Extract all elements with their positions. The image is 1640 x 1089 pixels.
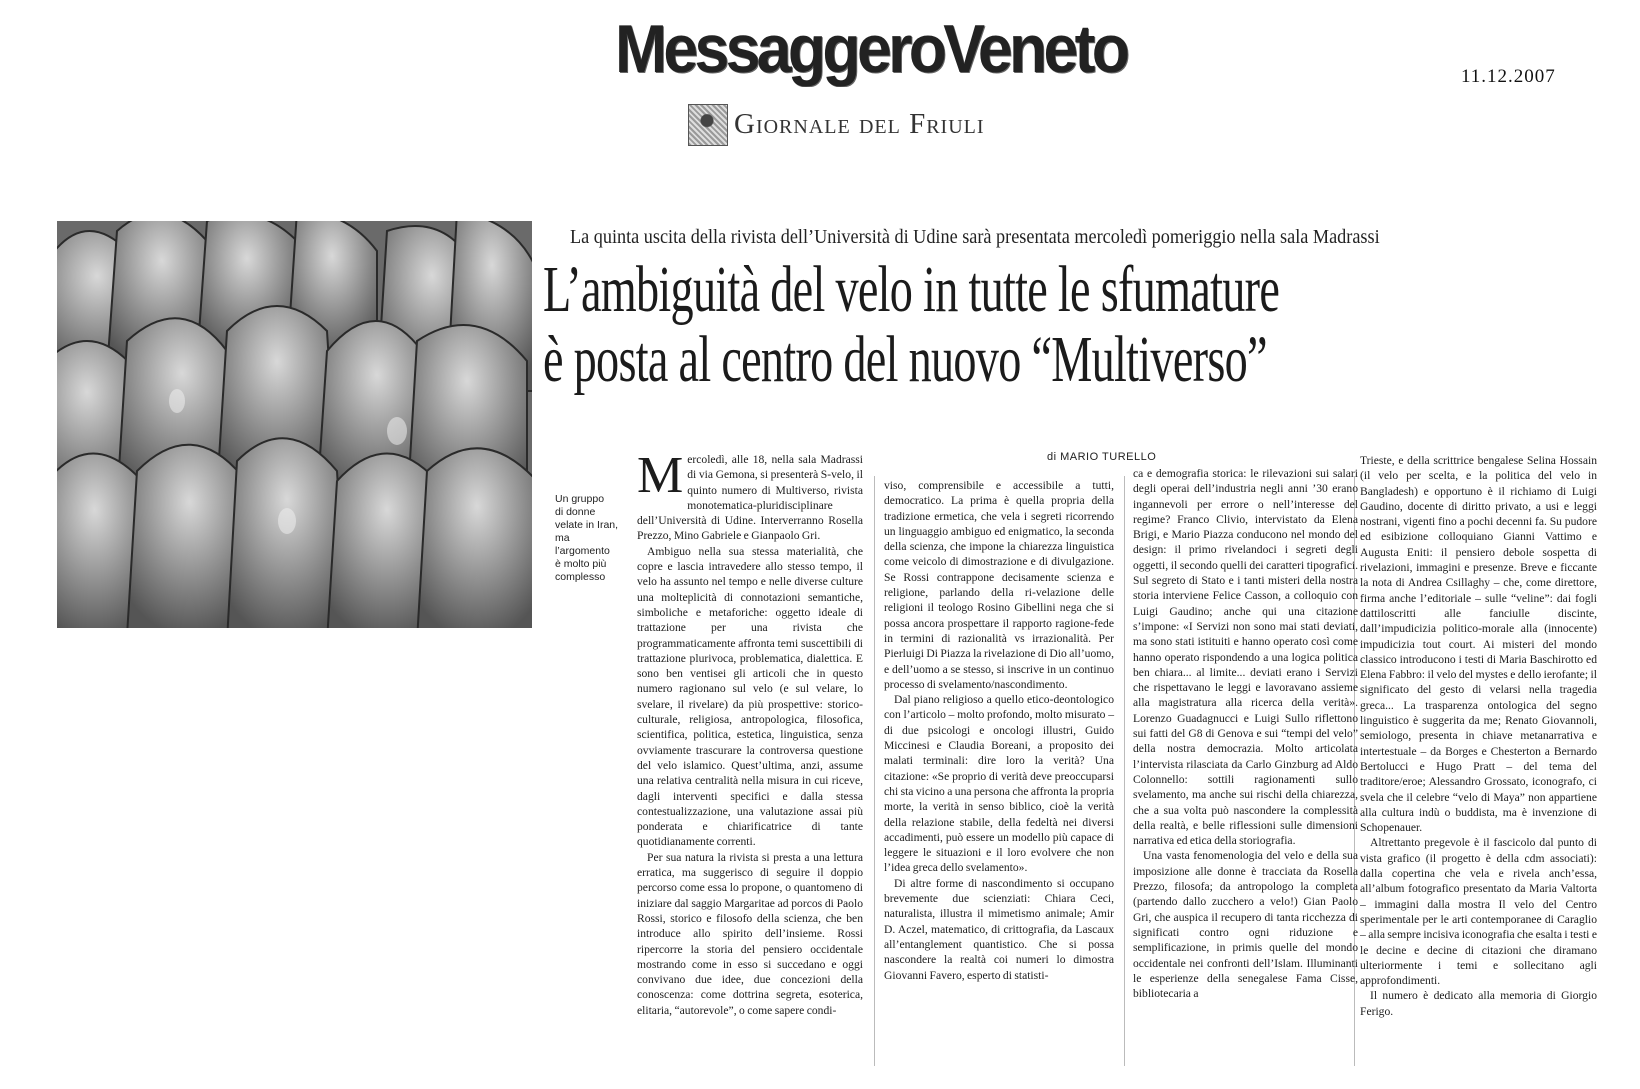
caption-line: l’argomento [555,545,610,557]
article-column-2 [884,478,1114,983]
column-divider [1124,476,1125,1066]
article-paragraph: viso, comprensibile e accessibile a tutti, democratico. La prima è quella propria della tradizione ermetica, che vela i segreti ricorrendo un linguaggio ambiguo ed enigmatico, la seconda della scienza, che impone la chiarezza linguistica come veicolo di dimostrazione e di divulgazione. Se Rossi contrappone decisamente scienza e religione, parlando della ri-velazione delle religioni il teologo Rosino Gibellini nega che si possa ancora prospettare il rapporto ragione-fede in termini di razionalità vs irrazionalità. Per Pierluigi Di Piazza la rivelazione di Dio all’uomo, e dell’uomo a se stesso, si inscrive in un continuo processo di svelamento/nascondimento. [884,479,1114,691]
caption-line: ma [555,532,570,544]
article-paragraph: Di altre forme di nascondimento si occupano brevemente due scienziati: Chiara Ceci, naturalista, illustra il mimetismo animale; Amir D. Aczel, matematico, di crittografia, da Lascaux all’entanglement quantistico. Che si possa nascondere la realtà coi numeri lo dimostra Giovanni Favero, esperto di statisti- [884,876,1114,982]
drop-cap: M [637,447,684,504]
headline-line: L’ambiguità del velo in tutte le sfumature [543,253,1280,326]
article-paragraph: Altrettanto pregevole è il fascicolo dal punto di vista grafico (il progetto è della cdm associati): dalla copertina che vela e rivela anch’essa, all’album fotografico presentato da Maria Valtorta – immagini dalla mostra Il velo del Centro sperimentale per le arti contemporanee di Caraglio – alla sempre incisiva iconografia che esalta i testi e le decine e decine di citazioni che diramano ulteriormente i temi e sollecitano agli approfondimenti. [1360,836,1597,988]
column-divider [874,476,875,1066]
photo-caption [555,493,635,584]
article-column-4 [1360,453,1597,1019]
article-paragraph: Dal piano religioso a quello etico-deontologico con l’articolo – molto profondo, molto misurato – di due psicologi e oncologi illustri, Guido Miccinesi e Claudia Boreani, a proposito dei malati terminali: dire loro la verità? Una citazione: «Se proprio di verità deve preoccuparsi chi sta vicino a una persona che affronta la propria morte, la verità in senso biblico, cioè la verità della relazione stabile, della fedeltà nei diversi accadimenti, può essere un modello più capace di leggere le situazioni e il loro evolvere che non l’idea greca dello svelamento». [884,693,1114,875]
article-photo [57,221,532,628]
newspaper-subtitle: Giornale del Friuli [734,108,985,140]
article-paragraph: Una vasta fenomenologia del velo e della sua imposizione alle donne è tracciata da Rosella Prezzo, filosofa; da antropologo la completa (partendo dallo zucchero a velo!) Gian Paolo Gri, che auspica il recupero di tanta ricchezza di significati contro ogni riduzione e semplificazione, in primis quelle del mondo occidentale nei confronti dell’Islam. Illuminanti le esperienze della senegalese Fama Cisse, bibliotecaria a [1133,849,1358,1001]
caption-line: Un gruppo [555,493,605,505]
caption-line: di donne [555,506,596,518]
headline-line: è posta al centro del nuovo “Multiverso” [543,323,1267,396]
article-paragraph: Per sua natura la rivista si presta a una lettura erratica, ma suggerisco di seguire il doppio percorso come essa lo propone, o quantomeno di iniziare dal saggio Margaritae ad porcos di Paolo Rossi, storico e filosofo della scienza, che ben introduce allo spirito dell’insieme. Rossi ripercorre la storia del pensiero occidentale mostrando come in esso si succedano e oggi convivano due idee, due concezioni della conoscenza: come dottrina segreta, esoterica, elitaria, “autorevole”, o come sapere condi- [637,850,863,1017]
article-paragraph: Ambiguo nella sua stessa materialità, che copre e lascia intravedere allo stesso tempo, il velo ha assunto nel tempo e nelle diverse culture una molteplicità di connotazioni semantiche, simboliche e metaforiche: oggetto ideale di trattazione per una rivista che programmaticamente affronta temi suscettibili di trattazione plurivoca, problematica, dialettica. E sono ben ventisei gli articoli che in questo numero ragionano sul velo (e sul velare, lo svelare, il rivelare) da più prospettive: storico-culturale, religiosa, antropologica, filosofica, scientifica, politica, estetica, linguistica, senza ovviamente trascurare la controversa questione del velo islamico. Quest’ultima, anzi, assume una relativa centralità nella misura in cui riceve, dagli interventi specifici e dalla stessa contestualizzazione, una valutazione assai più ponderata e chiarificatrice di tante quotidianamente correnti. [637,544,863,849]
article-column-1 [637,447,863,1018]
article-paragraph: Trieste, e della scrittrice bengalese Selina Hossain (il velo per scelta, e la politica del velo in Bangladesh) e opportuno è il richiamo di Luigi Gaudino, docente di diritto privato, a usi e leggi nostrani, vigenti fino a pochi decenni fa. Su pudore ed esibizione colloquiano Gianni Vattimo e Augusta Eniti: il pensiero debole sospetta di rivelazioni, immagini e presenze. Breve e ficcante la nota di Andrea Csillaghy – che, come direttore, firma anche l’editoriale – sulle “veline”: dai fogli dattiloscritti alle fanciulle discinte, dall’impudicizia politico-morale alla (innocente) impudicizia tout court. Ai misteri del mondo classico introducono i testi di Maria Baschirotto ed Elena Fabbro: il velo del mystes e dello ierofante; il significato del gesto di velarsi nella tragedia greca... La trasparenza ontologica del segno linguistico è suggerita da me; Renato Giovannoli, semiologo, presenta in chiave metanarrativa e intertestuale – da Borges e Chesterton a Bernardo Bertolucci e Hugo Pratt – del tema del traditore/eroe; Alessandro Grossato, iconografo, ci svela che il celebre “velo di Maya” non appartiene alla cultura indù o buddista, ma è invenzione di Schopenauer. [1360,454,1597,835]
article-kicker: La quinta uscita della rivista dell’Università di Udine sarà presentata mercoledì pomeriggio nella sala Madrassi [570,226,1380,248]
article-paragraph: ca e demografia storica: le rilevazioni sui salari degli operai dell’industria negli anni ’30 erano ingannevoli per errore o nell’interesse del regime? Franco Clivio, intervistato da Elena Brigi, e Mario Piazza conducono nel mondo del design: il primo rivelandoci i segreti degli oggetti, il secondo quelli dei caratteri tipografici. Sul segreto di Stato e i tanti misteri della nostra storia interviene Felice Casson, a colloquio con Luigi Gaudino; anche qui una citazione s’impone: «I Servizi non sono mai stati deviati, ma sono stati istituiti e hanno operato così come hanno operato rispondendo a una logica politica ben chiara... al limite... deviati erano i Servizi che rispettavano le leggi e lavoravano assieme alla magistratura alla ricerca della verità». Lorenzo Guadagnucci e Luigi Sullo riflettono sui fatti del G8 di Genova e sui “tempi del velo” della nostra democrazia. Molto articolata l’intervista rilasciata da Carlo Ginzburg ad Aldo Colonnello: sottili ragionamenti sullo svelamento, ma anche sui rischi della chiarezza, che a sua volta può nascondere la complessità della realtà, e belle riflessioni sulle dimensioni narrativa ed etica della storiografia. [1133,467,1358,848]
article-column-3 [1133,466,1358,1001]
newspaper-title: MessaggeroVeneto [615,11,1127,87]
caption-line: complesso [555,571,606,583]
newspaper-subtitle-block [688,104,1088,144]
issue-date: 11.12.2007 [1461,66,1556,87]
crest-icon [688,104,728,146]
article-headline [543,255,1603,395]
article-paragraph: Il numero è dedicato alla memoria di Giorgio Ferigo. [1360,989,1597,1018]
article-paragraph: Mercoledì, alle 18, nella sala Madrassi di via Gemona, si presenterà S-velo, il quinto numero di Multiverso, rivista monotematica-pluridisciplinare dell’Università di Udine. Interverranno Rosella Prezzo, Mino Gabriele e Gianpaolo Gri. [637,447,863,543]
caption-line: è molto più [555,558,607,570]
caption-line: velate in Iran, [555,519,619,531]
article-byline: di MARIO TURELLO [1047,451,1157,463]
masthead [615,12,1215,86]
veiled-women-photo-icon [57,221,532,628]
